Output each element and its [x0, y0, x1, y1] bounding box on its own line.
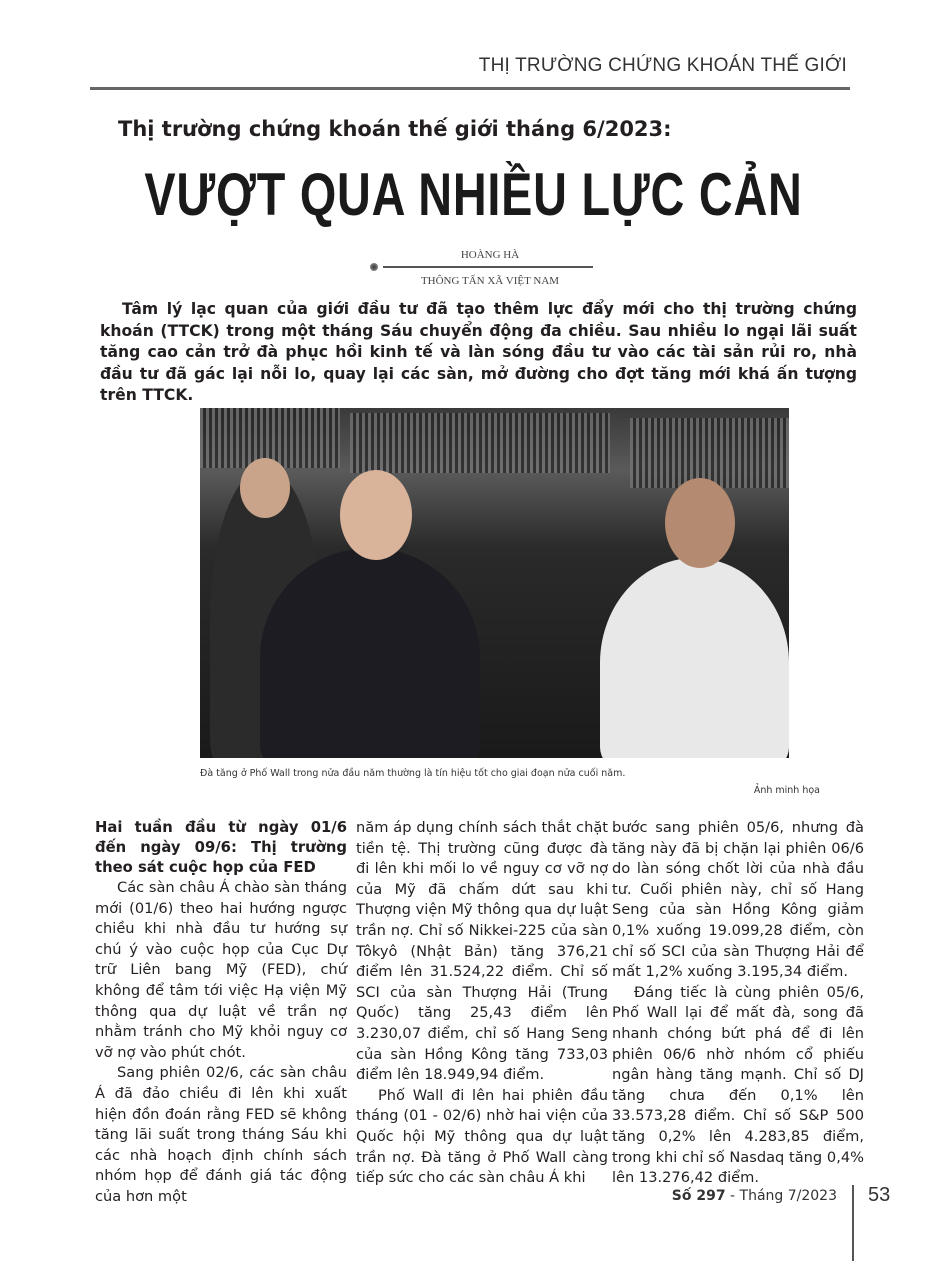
issue-info — [672, 1188, 837, 1204]
issue-number: Số 297 — [671, 1188, 726, 1204]
photo-face — [340, 470, 412, 560]
article-title: VƯỢT QUA NHIỀU LỰC CẢN — [144, 161, 803, 228]
agency: THÔNG TẤN XÃ VIỆT NAM — [420, 275, 560, 287]
photo-person — [260, 548, 480, 758]
paragraph: Phố Wall đi lên hai phiên đầu tháng (01 - 02/6) nhờ hai viện của Quốc hội Mỹ thông qua dự luật trần nợ. Đà tăng ở Phố Wall càng tiếp sức cho các sàn châu Á khi — [356, 1086, 608, 1187]
section-header: THỊ TRƯỜNG CHỨNG KHOÁN THẾ GIỚI — [478, 55, 847, 76]
photo-face — [665, 478, 735, 568]
issue-date: - Tháng 7/2023 — [725, 1188, 837, 1204]
subheading: Hai tuần đầu từ ngày 01/6 đến ngày 09/6: Thị trường theo sát cuộc họp của FED — [95, 819, 347, 876]
article-photo — [200, 408, 789, 758]
column-2 — [356, 818, 608, 1189]
column-3 — [612, 818, 864, 1189]
photo-person — [600, 558, 789, 758]
byline-dot-icon — [370, 263, 378, 271]
paragraph: bước sang phiên 05/6, nhưng đà tăng này đã bị chặn lại phiên 06/6 do làn sóng chốt lời của nhà đầu tư. Cuối phiên này, chỉ số Hang Seng của sàn Hồng Kông giảm 0,1% xuống 19.099,28 điểm, còn chỉ số SCI của sàn Thượng Hải để mất 1,2% xuống 3.195,34 điểm. — [612, 819, 864, 981]
paragraph: năm áp dụng chính sách thắt chặt tiền tệ. Thị trường cũng được đà đi lên khi mối lo về nguy cơ vỡ nợ của Mỹ đã chấm dứt sau khi Thượng viện Mỹ thông qua dự luật trần nợ. Chỉ số Nikkei-225 của sàn Tôkyô (Nhật Bản) tăng 376,21 điểm lên 31.524,22 điểm. Chỉ số SCI của sàn Thượng Hải (Trung Quốc) tăng 25,43 điểm lên 3.230,07 điểm, chỉ số Hang Seng của sàn Hồng Kông tăng 733,03 điểm lên 18.949,94 điểm. — [356, 819, 608, 1084]
photo-board — [350, 413, 610, 473]
photo-caption: Đà tăng ở Phố Wall trong nửa đầu năm thường là tín hiệu tốt cho giai đoạn nửa cuối năm. — [200, 768, 626, 779]
header-rule — [90, 87, 850, 90]
photo-credit: Ảnh minh họa — [753, 785, 820, 796]
photo-face — [240, 458, 290, 518]
lead-paragraph: Tâm lý lạc quan của giới đầu tư đã tạo thêm lực đẩy mới cho thị trường chứng khoán (TTCK) trong một tháng Sáu chuyển động đa chiều. Sau nhiều lo ngại lãi suất tăng cao cản trở đà phục hồi kinh tế và làn sóng đầu tư vào các tài sản rủi ro, nhà đầu tư đã gác lại nỗi lo, quay lại các sàn, mở đường cho đợt tăng mới khá ấn tượng trên TTCK. — [100, 300, 857, 404]
footer-rule — [852, 1185, 854, 1261]
photo-board — [630, 418, 789, 488]
paragraph: Các sàn châu Á chào sàn tháng mới (01/6) theo hai hướng ngược chiều khi nhà đầu tư hướng sự chú ý vào cuộc họp của Cục Dự trữ Liên bang Mỹ (FED), chứ không để tâm tới việc Hạ viện Mỹ thông qua dự luật về trần nợ nhằm tránh cho Mỹ khỏi nguy cơ vỡ nợ vào phút chót. — [95, 879, 347, 1061]
page-number: 53 — [868, 1184, 891, 1206]
byline-rule — [383, 266, 593, 268]
article-kicker: Thị trường chứng khoán thế giới tháng 6/2023: — [118, 117, 672, 141]
paragraph: Đáng tiếc là cùng phiên 05/6, Phố Wall lại để mất đà, song đã nhanh chóng bứt phá để đi lên phiên 06/6 nhờ nhóm cổ phiếu ngân hàng tăng mạnh. Chỉ số DJ tăng chưa đến 0,1% lên 33.573,28 điểm. Chỉ số S&P 500 tăng 0,2% lên 4.283,85 điểm, trong khi chỉ số Nasdaq tăng 0,4% lên 13.276,42 điểm. — [612, 983, 864, 1187]
author: HOÀNG HÀ — [460, 249, 520, 261]
paragraph: Sang phiên 02/6, các sàn châu Á đã đảo chiều đi lên khi xuất hiện đồn đoán rằng FED sẽ không tăng lãi suất trong tháng Sáu khi các nhà hoạch định chính sách nhóm họp để đánh giá tác động của hơn một — [95, 1064, 347, 1205]
column-1 — [95, 818, 347, 1208]
